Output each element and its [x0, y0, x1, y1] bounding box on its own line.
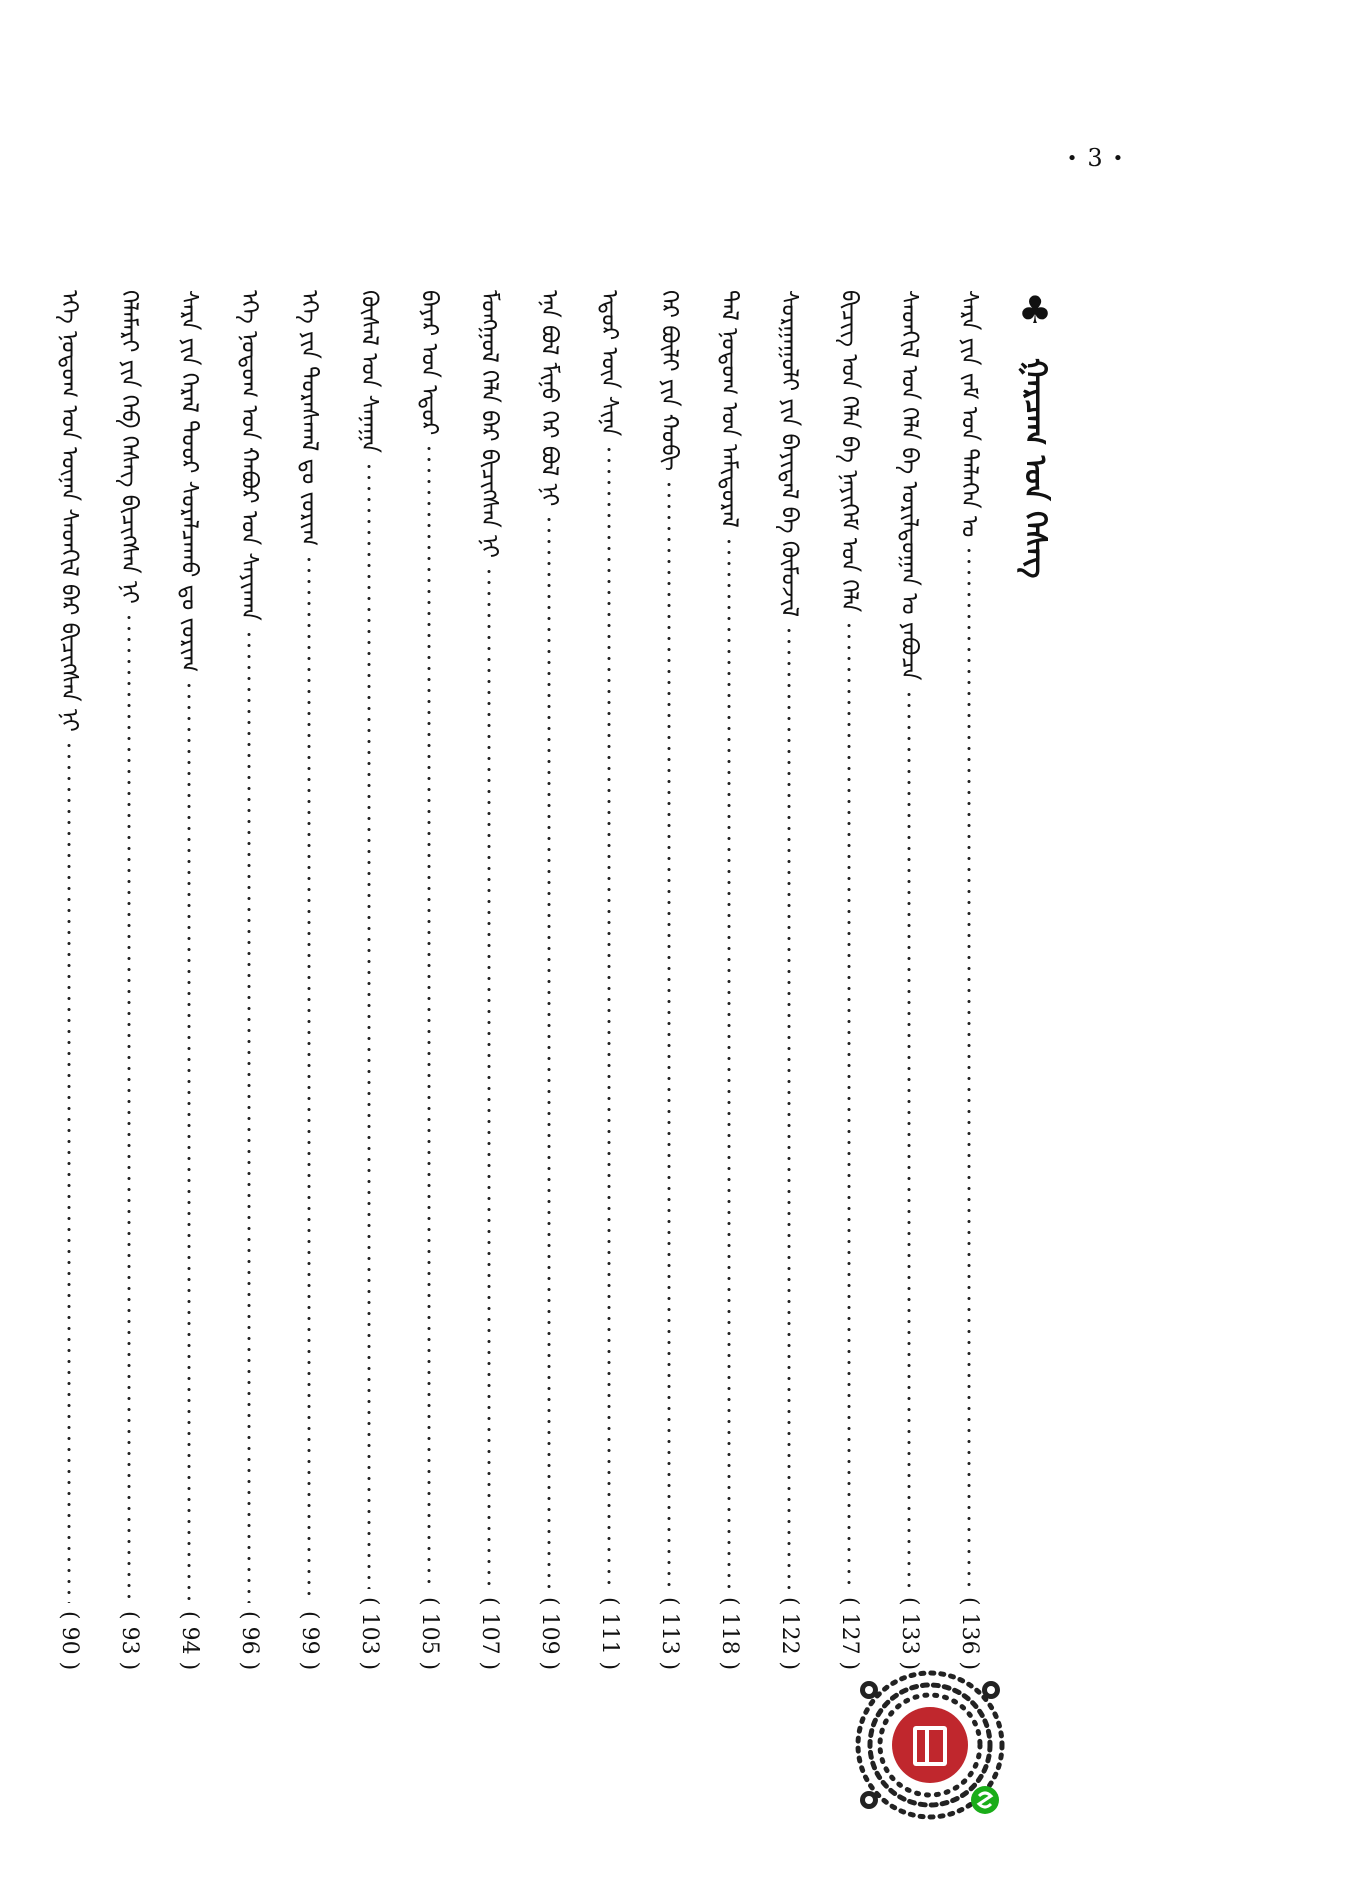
toc-entry[interactable] — [700, 290, 758, 1670]
toc-entry-page: ( 127 ) — [837, 1596, 862, 1670]
toc-entry-page: ( 96 ) — [237, 1610, 262, 1670]
dot-leader — [547, 514, 551, 1589]
dot-leader — [787, 625, 791, 1589]
toc-entry-page: ( 109 ) — [537, 1596, 562, 1670]
dot-leader — [607, 444, 611, 1589]
toc-entry-page: ( 118 ) — [717, 1596, 742, 1670]
toc-entry[interactable] — [280, 290, 338, 1670]
toc-entry-page: ( 93 ) — [117, 1610, 142, 1670]
toc-entry-title: ᠡᠬᠡ ᠨᠤᠲᠤᠭ ᠤᠨ ᠦᠨᠡᠨ ᠰᠡᠳᠬᠢᠯ ᠪᠡᠷ ᠪᠢᠴᠢᠭᠰᠡᠨ ᠨᠢ — [56, 290, 82, 732]
toc-entry[interactable] — [520, 290, 578, 1670]
club-icon: ♣ — [1017, 288, 1053, 332]
dot-leader — [907, 689, 911, 1589]
dot-leader — [187, 680, 191, 1603]
toc-entry[interactable] — [760, 290, 818, 1670]
toc-entry-page: ( 94 ) — [177, 1610, 202, 1670]
toc-entry[interactable] — [220, 290, 278, 1670]
dot-leader — [367, 461, 371, 1589]
toc-entry[interactable] — [820, 290, 878, 1670]
table-of-contents — [56, 288, 1175, 1690]
toc-entry-page: ( 99 ) — [297, 1610, 322, 1670]
section-title: ᠭᠠᠷᠴᠠᠭ ᠤᠨ ᠬᠡᠰᠡᠭ — [1017, 358, 1053, 579]
toc-entry-title: ᠬᠡᠯᠡᠮᠡᠷᠢ ᠶᠢᠨ ᠬᠡᠪ ᠬᠡᠰᠡᠭ ᠪᠢᠴᠢᠭᠰᠡᠨ ᠨᠢ — [116, 290, 142, 604]
separator-dot: • — [1112, 147, 1124, 169]
qr-code-badge[interactable] — [845, 1660, 1015, 1830]
toc-entry-title: ᠰᠠᠷᠠ ᠶᠢᠨ ᠭᠡᠷᠡᠯ ᠳᠤᠤᠷ ᠰᠤᠷᠠᠯᠴᠠᠬᠤ ᠳᠤ ᠵᠣᠷᠢᠭ — [176, 290, 202, 673]
dot-leader — [67, 740, 71, 1603]
toc-entry-title: ᠡᠳᠦᠷ ᠦᠨ ᠰᠢᠨᠡ — [596, 290, 622, 437]
toc-entry-title: ᠮᠣᠩᠭᠣᠯ ᠬᠡᠯᠡ ᠪᠡᠷ ᠪᠢᠴᠢᠭᠰᠡᠨ ᠨᠢ — [476, 290, 502, 558]
toc-entry-title: ᠪᠢᠴᠢᠭ ᠤᠨ ᠬᠡᠯᠡ ᠪᠠ ᠨᠡᠶᠢᠭᠡᠮ ᠤᠨ ᠬᠡᠯᠡ — [836, 290, 862, 613]
toc-entry-title: ᠡᠬᠡ ᠶᠢᠨ ᠳᠤᠷᠠᠰᠬᠠᠯ ᠳᠤ ᠵᠣᠷᠢᠭ — [296, 290, 322, 547]
dot-leader — [127, 612, 131, 1603]
toc-entry-title: ᠰᠠᠷᠠ ᠶᠢᠨ ᠵᠠᠮ ᠤᠨ ᠲᠡᠯᠡᠭᠡᠨ ᠤ — [956, 290, 982, 538]
section-header — [1005, 290, 1065, 610]
toc-entry[interactable] — [580, 290, 638, 1670]
separator-dot: • — [1066, 147, 1078, 169]
dot-leader — [727, 536, 731, 1589]
toc-entry[interactable] — [400, 290, 458, 1670]
toc-entry-title: ᠬᠦᠰᠡᠯ ᠤᠨ ᠰᠠᠨᠠᠭᠠ — [356, 290, 382, 453]
dot-leader — [487, 566, 491, 1589]
toc-entry-page: ( 113 ) — [657, 1596, 682, 1670]
dot-leader — [847, 620, 851, 1589]
toc-entry-page: ( 111 ) — [597, 1596, 622, 1670]
dot-leader — [307, 554, 311, 1603]
dot-leader — [427, 443, 431, 1589]
toc-entry-page: ( 90 ) — [57, 1610, 82, 1670]
toc-entry[interactable] — [940, 290, 998, 1670]
toc-entry-title: ᠡᠨᠡ ᠪᠣᠯ ᠮᠢᠨᠤ ᠭᠡᠷ ᠪᠣᠯ ᠨᠢ — [536, 290, 562, 507]
toc-entry-page: ( 105 ) — [417, 1596, 442, 1670]
toc-entry-page: ( 133 ) — [897, 1596, 922, 1670]
dot-leader — [967, 545, 971, 1589]
toc-entry[interactable] — [160, 290, 218, 1670]
toc-entry-title: ᠪᠠᠶᠠᠷ ᠤᠨ ᠡᠳᠦᠷ — [416, 290, 442, 436]
toc-entry[interactable] — [100, 290, 158, 1670]
toc-entry-title: ᠲᠠᠯ ᠨᠤᠲᠤᠭ ᠤᠨ ᠠᠮᠢᠳᠤᠷᠠᠯ — [716, 290, 742, 528]
toc-entry[interactable] — [40, 290, 98, 1670]
toc-entry[interactable] — [880, 290, 938, 1670]
qr-code-icon — [845, 1660, 1015, 1830]
toc-entry-page: ( 136 ) — [957, 1596, 982, 1670]
toc-entry[interactable] — [640, 290, 698, 1670]
toc-entry[interactable] — [460, 290, 518, 1670]
toc-entry-page: ( 107 ) — [477, 1596, 502, 1670]
toc-entry-title: ᠰᠡᠳᠬᠢᠯ ᠤᠨ ᠬᠡᠯᠡ ᠪᠠ ᠤᠷᠢᠯᠳᠤᠭᠠᠨ ᠤ ᠶᠠᠪᠤᠴᠠ — [896, 290, 922, 681]
dot-leader — [247, 629, 251, 1603]
page-number-value: 3 — [1087, 144, 1103, 172]
toc-entry-page: ( 122 ) — [777, 1596, 802, 1670]
dot-leader — [667, 479, 671, 1589]
toc-entry-title: ᠭᠡᠷ ᠪᠦᠯᠢ ᠶᠢᠨ ᠬᠤᠪᠢ — [656, 290, 682, 471]
toc-entry-page: ( 103 ) — [357, 1596, 382, 1670]
toc-entry-title: ᠡᠬᠡ ᠨᠤᠲᠤᠭ ᠤᠨ ᠬᠠᠪᠤᠷ ᠤᠨ ᠰᠠᠶᠢᠬᠠᠨ — [236, 290, 262, 621]
toc-entry[interactable] — [340, 290, 398, 1670]
toc-entry-title: ᠰᠤᠷᠭᠠᠭᠤᠯᠢ ᠶᠢᠨ ᠪᠠᠶᠢᠳᠠᠯ ᠪᠠ ᠬᠦᠮᠦᠵᠢᠯ — [776, 290, 802, 618]
page-number — [1045, 140, 1145, 176]
